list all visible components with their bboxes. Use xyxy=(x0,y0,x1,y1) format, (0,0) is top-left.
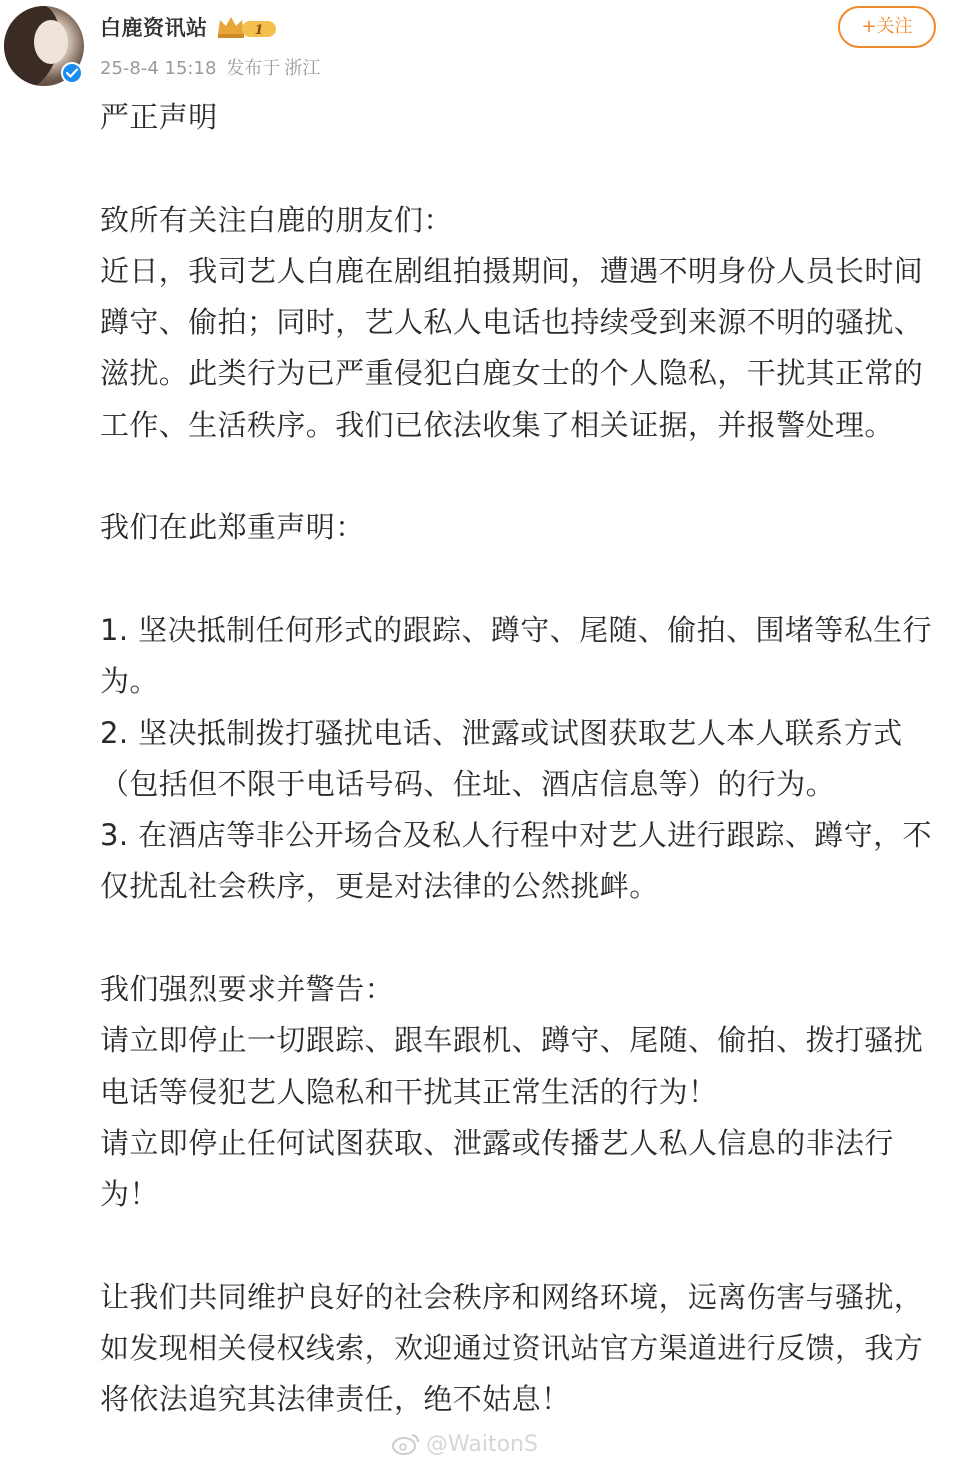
watermark-text: @WaitonS xyxy=(426,1431,538,1457)
declaration-item: 3. 在酒店等非公开场合及私人行程中对艺人进行跟踪、蹲守，不仅扰乱社会秩序，更是对法律的公然挑衅。 xyxy=(100,818,932,904)
vip-level: 1 xyxy=(254,23,264,38)
avatar-face xyxy=(34,20,68,64)
warning-intro: 我们强烈要求并警告： xyxy=(100,972,395,1007)
warning-item: 请立即停止一切跟踪、跟车跟机、蹲守、尾随、偷拍、拨打骚扰电话等侵犯艺人隐私和干扰其正常生活的行为！ xyxy=(100,1023,924,1109)
spacer xyxy=(100,451,940,502)
declaration-item: 2. 坚决抵制拨打骚扰电话、泄露或试图获取艺人本人联系方式（包括但不限于电话号码、住址、酒店信息等）的行为。 xyxy=(100,715,903,801)
declaration-item: 1. 坚决抵制任何形式的跟踪、蹲守、尾随、偷拍、围堵等私生行为。 xyxy=(100,612,932,699)
post-location: 浙江 xyxy=(284,58,321,79)
username[interactable]: 白鹿资讯站 xyxy=(100,16,208,40)
vip-crown-icon xyxy=(216,14,278,40)
post-header xyxy=(0,0,957,92)
watermark xyxy=(392,1416,538,1472)
published-prefix: 发布于 xyxy=(226,58,281,79)
post-meta xyxy=(100,54,330,80)
post-title: 严正声明 xyxy=(100,100,218,134)
declaration-intro: 我们在此郑重声明： xyxy=(100,510,365,545)
verified-icon xyxy=(61,62,83,84)
spacer xyxy=(100,554,940,605)
spacer xyxy=(100,1221,940,1272)
closing-paragraph: 让我们共同维护良好的社会秩序和网络环境，远离伤害与骚扰，如发现相关侵权线索，欢迎通过资讯站官方渠道进行反馈，我方将依法追究其法律责任，绝不姑息！ xyxy=(100,1279,924,1417)
follow-button[interactable]: +关注 xyxy=(838,6,936,48)
post-body xyxy=(100,92,940,1426)
spacer xyxy=(100,913,940,964)
post-timestamp: 25-8-4 15:18 xyxy=(100,58,217,79)
post-greeting: 致所有关注白鹿的朋友们： xyxy=(100,202,453,237)
post-paragraph: 近日，我司艺人白鹿在剧组拍摄期间，遭遇不明身份人员长时间蹲守、偷拍；同时，艺人私人电话也持续受到来源不明的骚扰、滋扰。此类行为已严重侵犯白鹿女士的个人隐私，干扰其正常的工作、生活秩序。我们已依法收集了相关证据，并报警处理。 xyxy=(100,253,924,442)
warning-item: 请立即停止任何试图获取、泄露或传播艺人私人信息的非法行为！ xyxy=(100,1125,894,1212)
spacer xyxy=(100,143,940,194)
weibo-logo-icon xyxy=(392,1433,420,1455)
